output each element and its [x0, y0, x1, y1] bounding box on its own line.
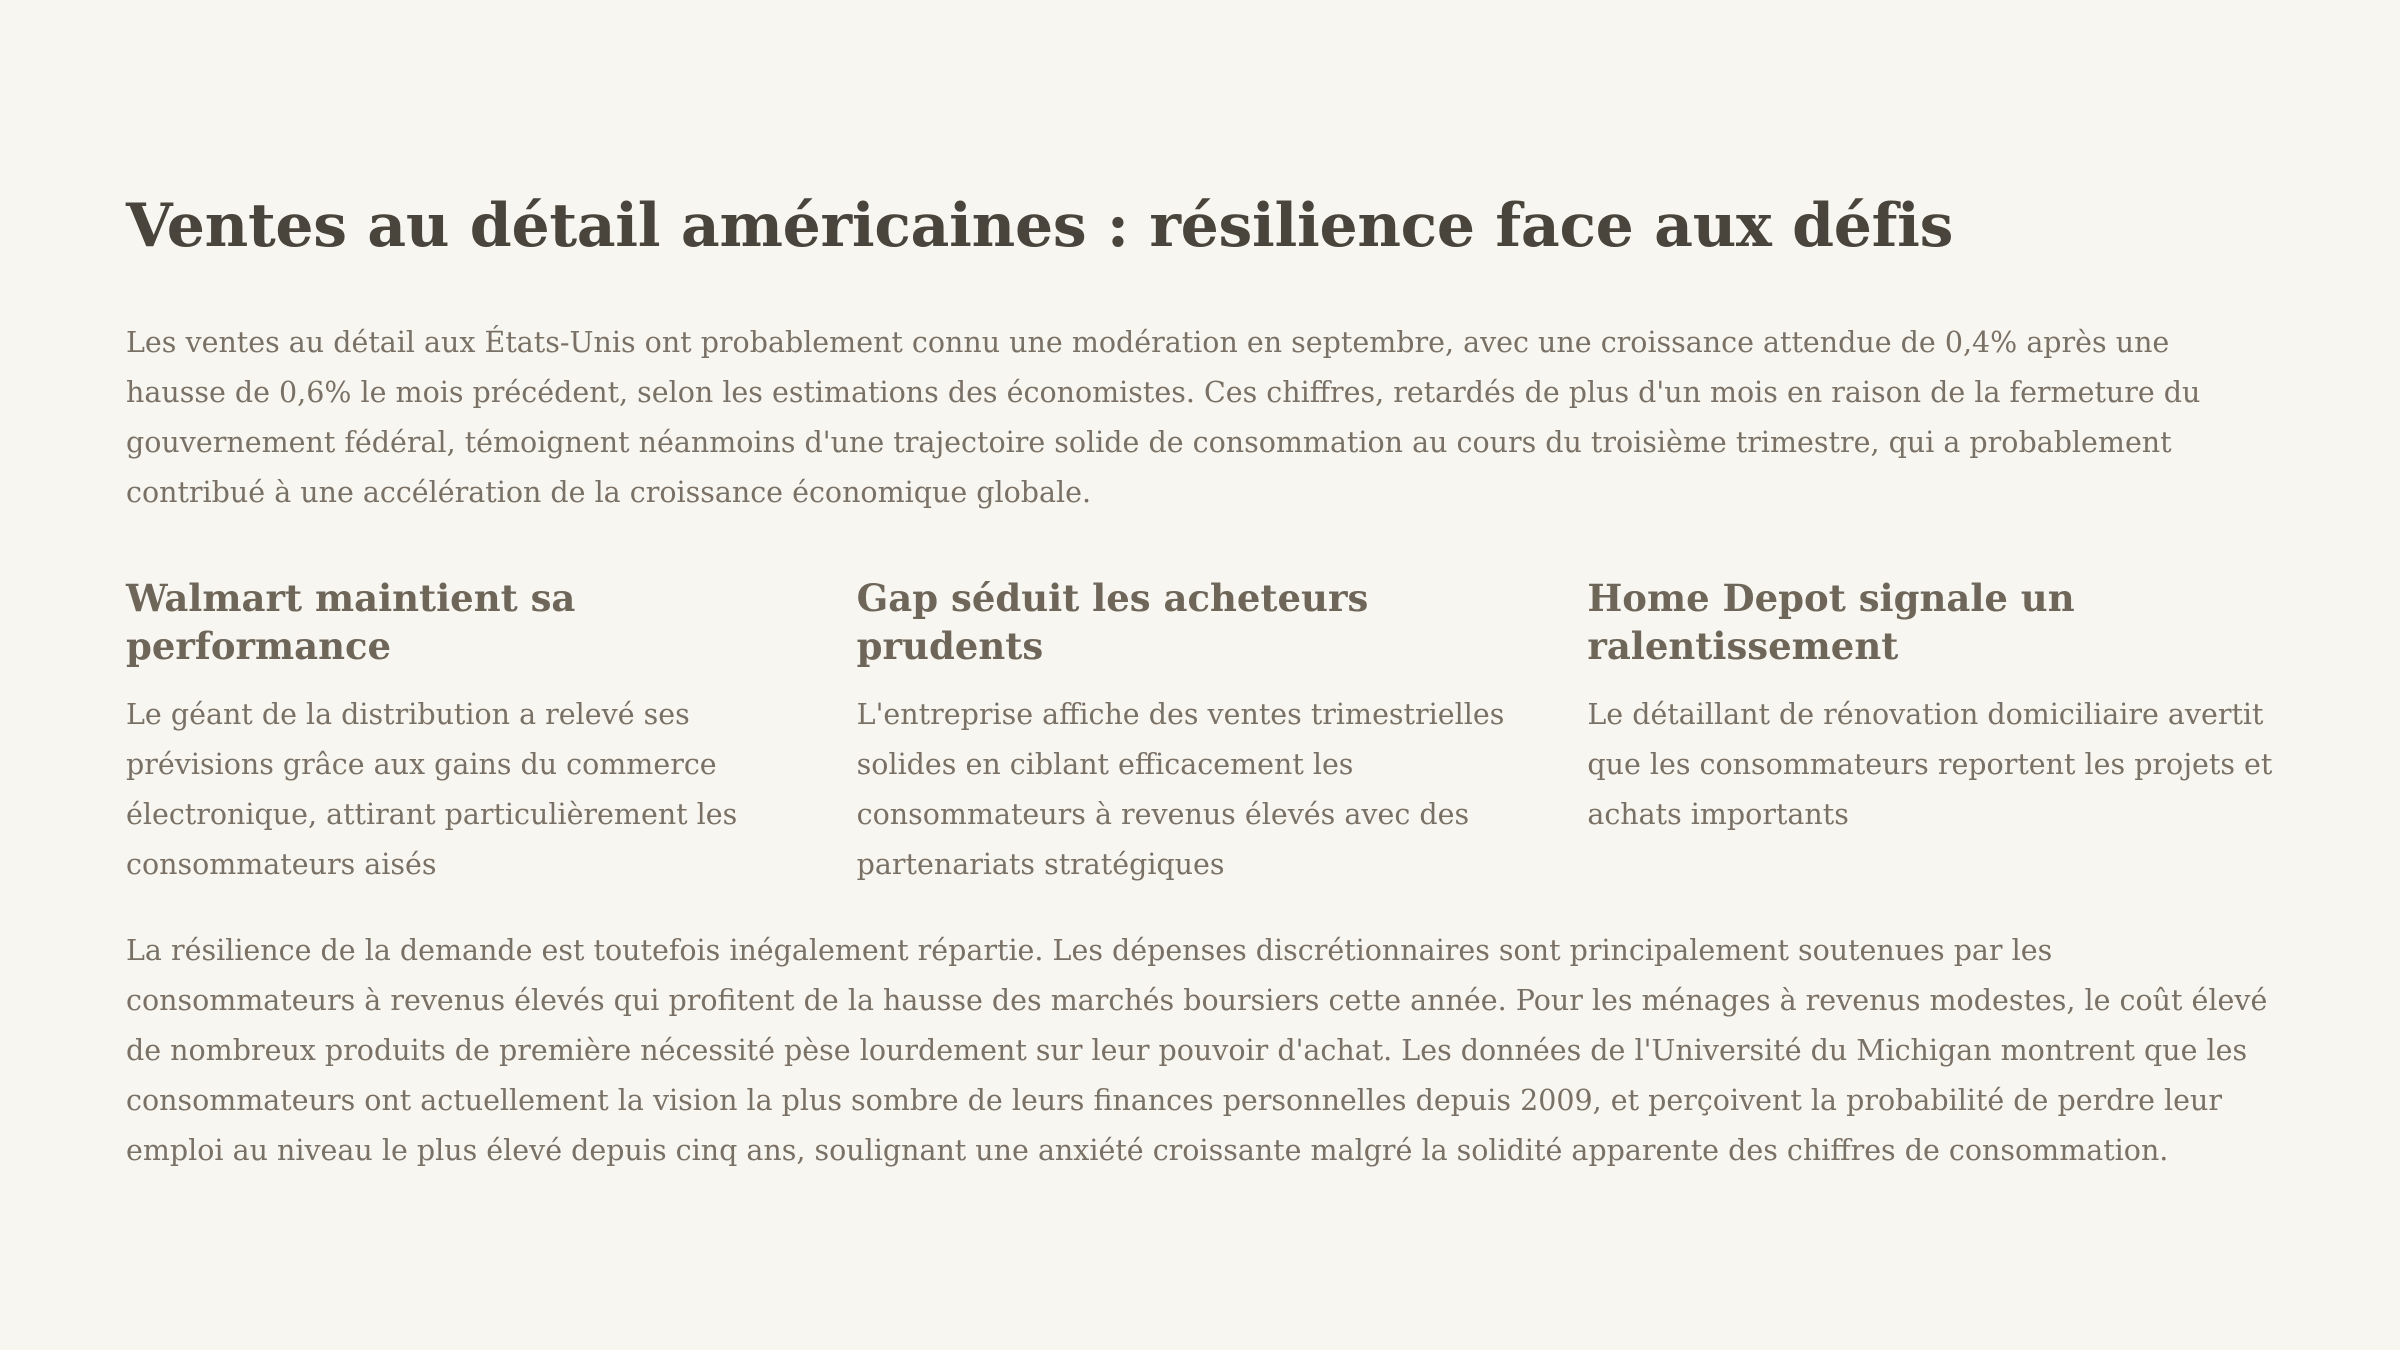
intro-paragraph: Les ventes au détail aux États-Unis ont probablement connu une modération en septembre, avec une croissance attendue de 0,4% après une hausse de 0,6% le mois précédent, selon les estimations des économistes. Ces chiffres, retardés de plus d'un mois en raison de la fermeture du gouvernement fédéral, témoignent néanmoins d'une trajectoire solide de consommation au cours du troisième trimestre, qui a probablement contribué à une accélération de la croissance économique globale. — [126, 326, 2201, 509]
column-text: Le détaillant de rénovation domiciliaire avertit que les consommateurs reportent les projets et achats importants — [1587, 698, 2273, 831]
column-heading: Gap séduit les acheteurs prudents — [856, 576, 1369, 668]
column-home-depot — [1587, 574, 2274, 890]
retailer-columns — [126, 574, 2274, 890]
column-walmart — [126, 574, 813, 890]
column-heading: Walmart maintient sa performance — [126, 576, 576, 668]
column-heading: Home Depot signale un ralentissement — [1587, 576, 2075, 668]
article-title: Ventes au détail américaines : résilience face aux défis — [126, 191, 1954, 261]
column-text: L'entreprise affiche des ventes trimestrielles solides en ciblant efficacement les consommateurs à revenus élevés avec des partenariats stratégiques — [856, 698, 1505, 881]
column-gap — [857, 574, 1544, 890]
closing-paragraph: La résilience de la demande est toutefois inégalement répartie. Les dépenses discrétionnaires sont principalement soutenues par les consommateurs à revenus élevés qui profitent de la hausse des marchés boursiers cette année. Pour les ménages à revenus modestes, le coût élevé de nombreux produits de première nécessité pèse lourdement sur leur pouvoir d'achat. Les données de l'Université du Michigan montrent que les consommateurs ont actuellement la vision la plus sombre de leurs finances personnelles depuis 2009, et perçoivent la probabilité de perdre leur emploi au niveau le plus élevé depuis cinq ans, soulignant une anxiété croissante malgré la solidité apparente des chiffres de consommation. — [126, 934, 2268, 1167]
column-text: Le géant de la distribution a relevé ses prévisions grâce aux gains du commerce électronique, attirant particulièrement les consommateurs aisés — [126, 698, 738, 881]
